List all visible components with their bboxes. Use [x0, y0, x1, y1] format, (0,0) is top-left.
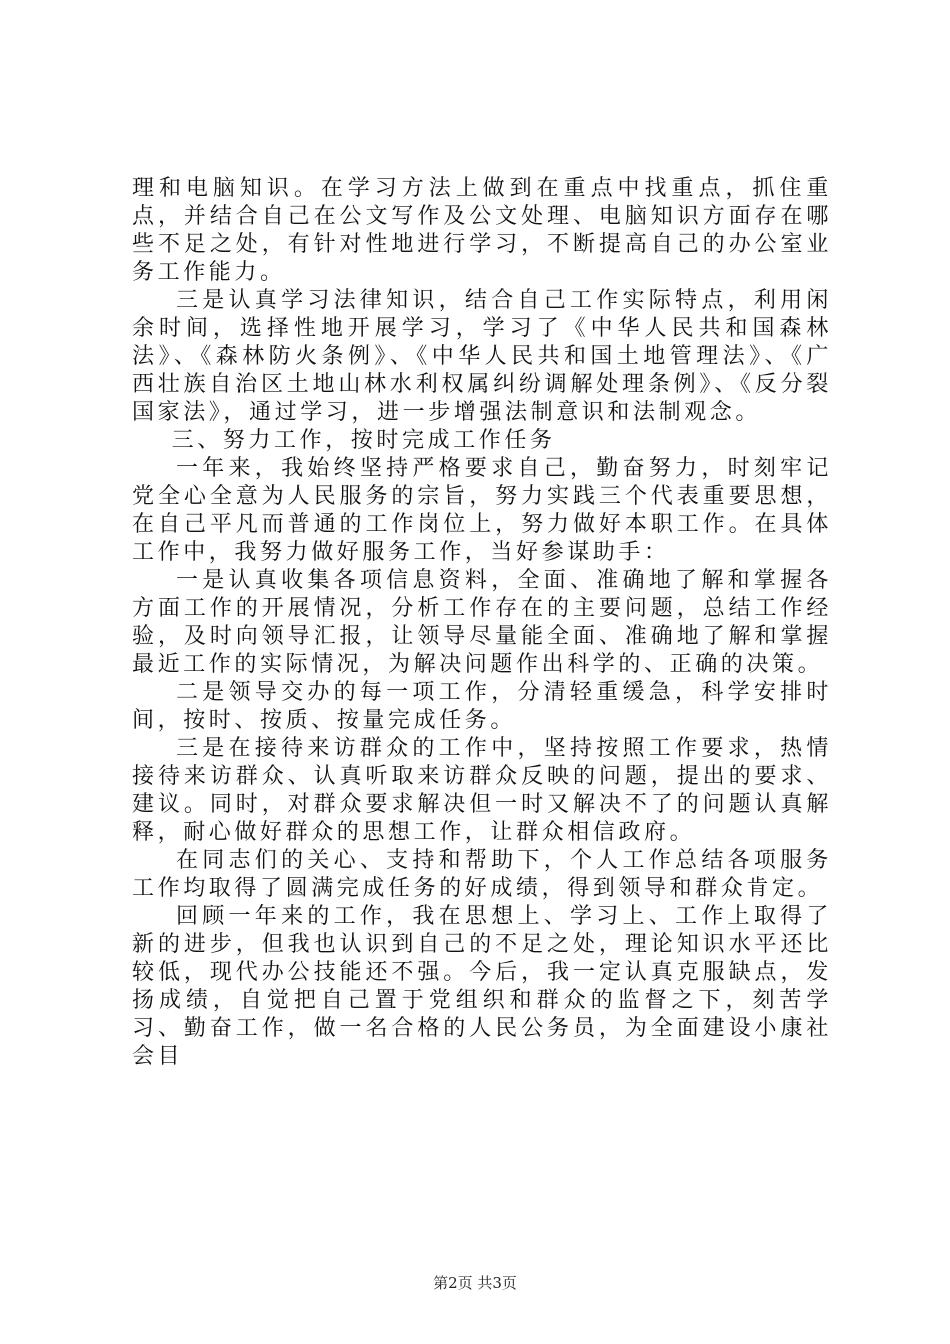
- paragraph-review: 回顾一年来的工作，我在思想上、学习上、工作上取得了新的进步，但我也认识到自己的不足之处，理论知识水平还比较低，现代办公技能还不强。今后，我一定认真克服缺点，发扬成绩，自觉把自己置于党组织和群众的监督之下，刻苦学习、勤奋工作，做一名合格的人民公务员，为全面建设小康社会目: [132, 904, 832, 1069]
- paragraph-continuation: 理和电脑知识。在学习方法上做到在重点中找重点，抓住重点，并结合自己在公文写作及公文处理、电脑知识方面存在哪些不足之处，有针对性地进行学习，不断提高自己的办公室业务工作能力。: [132, 176, 832, 285]
- paragraph-achievement: 在同志们的关心、支持和帮助下，个人工作总结各项服务工作均取得了圆满完成任务的好成绩，得到领导和群众肯定。: [132, 848, 832, 901]
- page-number-footer: 第2页 共3页: [433, 1274, 517, 1292]
- paragraph-work-overview: 一年来，我始终坚持严格要求自己，勤奋努力，时刻牢记党全心全意为人民服务的宗旨，努力实践三个代表重要思想，在自己平凡而普通的工作岗位上，努力做好本职工作。在具体工作中，我努力做好服务工作，当好参谋助手：: [132, 456, 832, 565]
- paragraph-point-two: 二是领导交办的每一项工作，分清轻重缓急，科学安排时间，按时、按质、按量完成任务。: [132, 680, 832, 733]
- paragraph-point-three: 三是在接待来访群众的工作中，坚持按照工作要求，热情接待来访群众、认真听取来访群众反映的问题，提出的要求、建议。同时，对群众要求解决但一时又解决不了的问题认真解释，耐心做好群众的思想工作，让群众相信政府。: [132, 736, 832, 845]
- document-body: [132, 175, 832, 1071]
- paragraph-legal-study: 三是认真学习法律知识，结合自己工作实际特点，利用闲余时间，选择性地开展学习，学习了《中华人民共和国森林法》、《森林防火条例》、《中华人民共和国土地管理法》、《广西壮族自治区土地山林水利权属纠纷调解处理条例》、《反分裂国家法》，通过学习，进一步增强法制意识和法制观念。: [132, 288, 832, 425]
- section-heading: 三、努力工作，按时完成工作任务: [171, 428, 556, 453]
- paragraph-point-one: 一是认真收集各项信息资料，全面、准确地了解和掌握各方面工作的开展情况，分析工作存在的主要问题，总结工作经验，及时向领导汇报，让领导尽量能全面、准确地了解和掌握最近工作的实际情况，为解决问题作出科学的、正确的决策。: [132, 568, 832, 677]
